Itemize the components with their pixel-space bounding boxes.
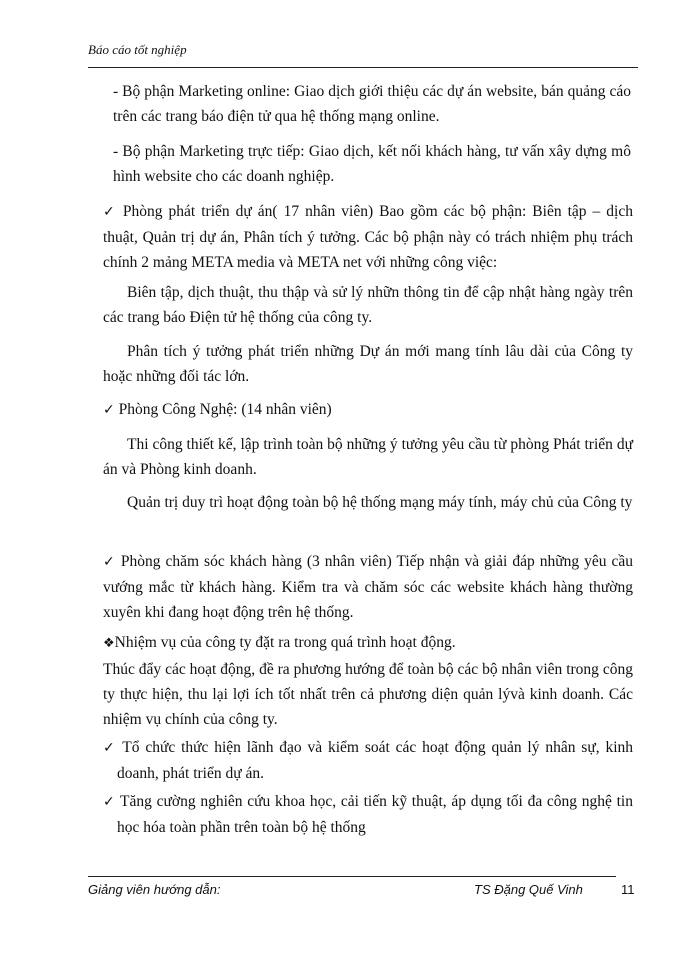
page-number: 11 <box>621 882 635 897</box>
paragraph-marketing-direct: - Bộ phận Marketing trực tiếp: Giao dịch, kết nối khách hàng, tư vấn xây dựng mô hình website cho các doanh nghiệp. <box>113 143 631 185</box>
paragraph-analysis: Phân tích ý tưởng phát triển những Dự án mới mang tính lâu dài của Công ty hoặc những đối tác lớn. <box>103 343 633 385</box>
paragraph-task-management <box>103 735 633 786</box>
paragraph-task-management-text: Tổ chức thức hiện lãnh đạo và kiểm soát các hoạt động quản lý nhân sự, kinh doanh, phát triển dự án. <box>117 739 633 782</box>
header-title: Báo cáo tốt nghiệp <box>88 42 187 57</box>
footer-divider <box>88 876 616 877</box>
check-icon: ✓ <box>103 204 117 220</box>
check-icon: ✓ <box>103 794 116 810</box>
paragraph-tech-dept <box>103 397 633 423</box>
paragraph-construction: Thi công thiết kế, lập trình toàn bộ những ý tưởng yêu cầu từ phòng Phát triển dự án và Phòng kinh doanh. <box>103 436 633 478</box>
footer-supervisor-label: Giảng viên hướng dẫn: <box>88 882 221 897</box>
paragraph-task-research <box>103 789 633 840</box>
paragraph-marketing-online: - Bộ phận Marketing online: Giao dịch giới thiệu các dự án website, bán quảng cáo trên các trang báo điện tử qua hệ thống mạng online. <box>113 83 631 125</box>
paragraph-customer-care <box>103 549 633 625</box>
header-divider <box>88 67 638 68</box>
paragraph-editing: Biên tập, dịch thuật, thu thập và sử lý nhữn thông tin để cập nhật hàng ngày trên các trang báo Điện tử hệ thống của công ty. <box>103 284 633 326</box>
paragraph-tech-dept-text: Phòng Công Nghệ: (14 nhân viên) <box>118 401 332 418</box>
check-icon: ✓ <box>103 740 117 756</box>
check-icon: ✓ <box>103 402 115 418</box>
paragraph-project-dept <box>103 199 633 275</box>
check-icon: ✓ <box>103 554 116 570</box>
diamond-bullet-icon: ❖ <box>103 636 115 651</box>
paragraph-network-admin: Quản trị duy trì hoạt động toàn bộ hệ thống mạng máy tính, máy chủ của Công ty <box>127 494 633 511</box>
paragraph-customer-care-text: Phòng chăm sóc khách hàng (3 nhân viên) Tiếp nhận và giải đáp những yêu cầu vướng mắc từ khách hàng. Kiểm tra và chăm sóc các website khách hàng thường xuyên khi đang hoạt động trên hệ thống. <box>103 553 633 621</box>
paragraph-task-research-text: Tăng cường nghiên cứu khoa học, cải tiến kỹ thuật, áp dụng tối đa công nghệ tin học hóa toàn phần trên toàn bộ hệ thống <box>117 793 633 836</box>
paragraph-mission-body: Thúc đẩy các hoạt động, đề ra phương hướng để toàn bộ các bộ nhân viên trong công ty thực hiện, thu lại lợi ích tốt nhất trên cả phương diện quản lývà kinh doanh. Các nhiệm vụ chính của công ty. <box>103 661 633 728</box>
paragraph-mission-heading <box>103 630 633 656</box>
paragraph-project-dept-text: Phòng phát triển dự án( 17 nhân viên) Bao gồm các bộ phận: Biên tập – dịch thuật, Quản trị dự án, Phân tích ý tưởng. Các bộ phận này có trách nhiệm phụ trách chính 2 mảng META media và META net với những công việc: <box>103 203 633 271</box>
paragraph-mission-heading-text: Nhiệm vụ của công ty đặt ra trong quá trình hoạt động. <box>114 634 456 651</box>
footer-supervisor-name: TS Đặng Quế Vinh <box>474 882 583 897</box>
